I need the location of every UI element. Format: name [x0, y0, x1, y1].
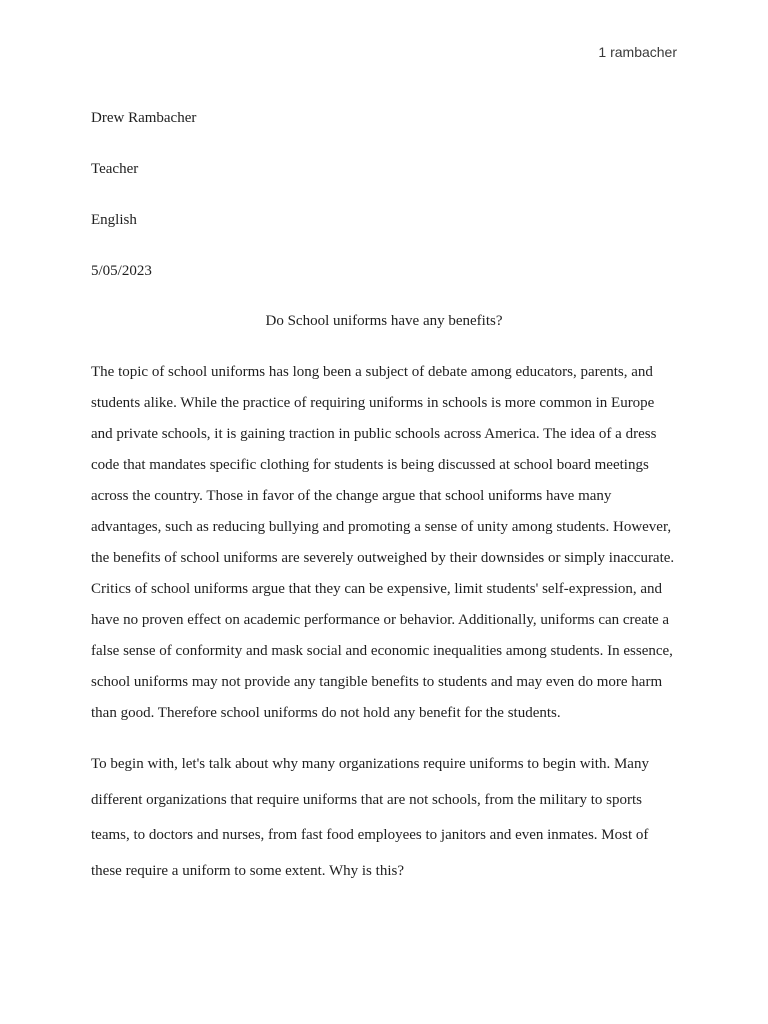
paragraph-line: Critics of school uniforms argue that they can be expensive, limit students' self-expression, and — [91, 581, 663, 597]
paragraph-line: across the country. Those in favor of the change argue that school uniforms have many — [91, 488, 612, 504]
paragraph-line: school uniforms may not provide any tangible benefits to students and may even do more harm — [91, 674, 663, 690]
paragraph-line: and private schools, it is gaining traction in public schools across America. The idea of a dress — [91, 426, 657, 442]
document-date: 5/05/2023 — [91, 263, 152, 279]
paragraph-line: have no proven effect on academic performance or behavior. Additionally, uniforms can create a — [91, 612, 670, 628]
paragraph-line: the benefits of school uniforms are severely outweighed by their downsides or simply inaccurate. — [91, 550, 675, 566]
paragraph-line: students alike. While the practice of requiring uniforms in schools is more common in Europe — [91, 395, 655, 411]
class-name: English — [91, 212, 137, 228]
essay-title: Do School uniforms have any benefits? — [265, 313, 503, 329]
paragraph-line: teams, to doctors and nurses, from fast food employees to janitors and even inmates. Most of — [91, 827, 649, 843]
running-header: 1 rambacher — [598, 44, 677, 60]
paragraph-line: than good. Therefore school uniforms do not hold any benefit for the students. — [91, 705, 561, 721]
paragraph-line: advantages, such as reducing bullying and promoting a sense of unity among students. However, — [91, 519, 672, 535]
paragraph-line: false sense of conformity and mask social and economic inequalities among students. In essence, — [91, 643, 673, 659]
paragraph-line: these require a uniform to some extent. Why is this? — [91, 862, 404, 879]
paragraph-organizations — [91, 749, 681, 891]
paragraph-line: The topic of school uniforms has long been a subject of debate among educators, parents, and — [91, 364, 653, 380]
paragraph-line: different organizations that require uniforms that are not schools, from the military to sports — [91, 791, 642, 808]
paragraph-line: code that mandates specific clothing for students is being discussed at school board meetings — [91, 457, 649, 473]
author-name: Drew Rambacher — [91, 110, 197, 126]
paragraph-intro — [91, 357, 681, 729]
teacher-name: Teacher — [91, 161, 139, 177]
paragraph-line: To begin with, let's talk about why many organizations require uniforms to begin with. Many — [91, 756, 649, 772]
